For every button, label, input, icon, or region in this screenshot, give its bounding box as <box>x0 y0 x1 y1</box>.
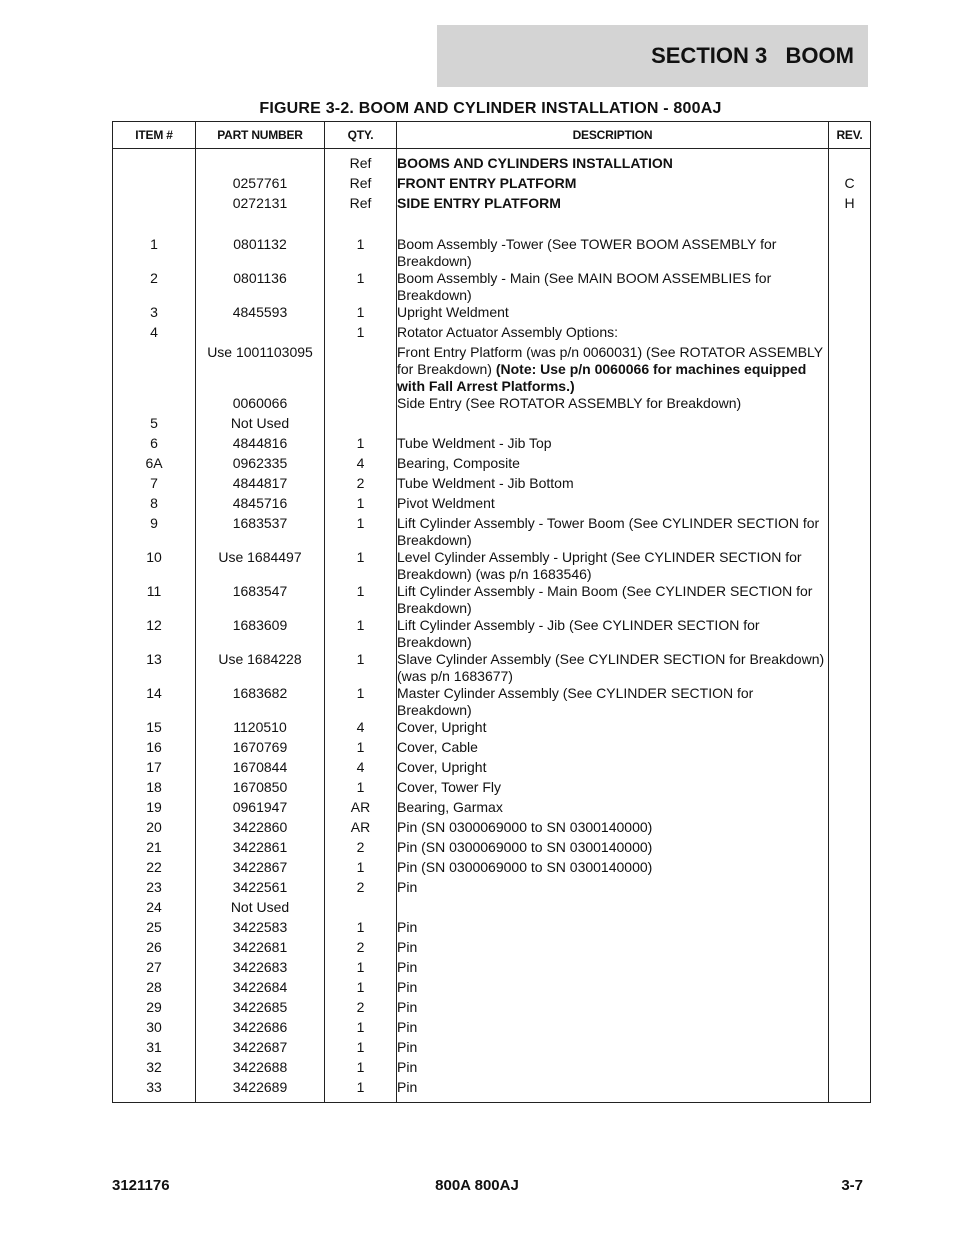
description-cell <box>397 475 829 495</box>
item-number-cell: 21 <box>113 839 196 859</box>
part-number-cell: 3422867 <box>196 859 325 879</box>
qty-cell: 2 <box>325 999 397 1019</box>
description-cell <box>397 1079 829 1103</box>
item-number-cell: 26 <box>113 939 196 959</box>
rev-cell <box>829 979 871 999</box>
qty-cell: Ref <box>325 195 397 215</box>
part-number-cell: 0962335 <box>196 455 325 475</box>
rev-cell <box>829 779 871 799</box>
item-number-cell: 33 <box>113 1079 196 1103</box>
qty-cell: 1 <box>325 1039 397 1059</box>
rev-cell <box>829 617 871 651</box>
part-number-cell: 3422860 <box>196 819 325 839</box>
description-text: FRONT ENTRY PLATFORM <box>397 175 577 191</box>
description-cell <box>397 304 829 324</box>
description-text: Level Cylinder Assembly - Upright (See CYLINDER SECTION for Breakdown) (was p/n 1683546) <box>397 549 802 582</box>
table-row <box>113 617 871 651</box>
rev-cell <box>829 270 871 304</box>
part-number-cell: 1683537 <box>196 515 325 549</box>
qty-cell: 1 <box>325 979 397 999</box>
table-row <box>113 759 871 779</box>
description-cell <box>397 1019 829 1039</box>
table-row <box>113 879 871 899</box>
item-number-cell: 1 <box>113 236 196 270</box>
qty-cell: 1 <box>325 739 397 759</box>
description-text: Rotator Actuator Assembly Options: <box>397 324 618 340</box>
rev-cell <box>829 415 871 435</box>
qty-cell: 2 <box>325 939 397 959</box>
table-row <box>113 779 871 799</box>
item-number-cell <box>113 195 196 215</box>
description-cell <box>397 1059 829 1079</box>
description-cell <box>397 455 829 475</box>
part-number-cell: 4844817 <box>196 475 325 495</box>
rev-cell <box>829 475 871 495</box>
qty-cell: 1 <box>325 651 397 685</box>
item-number-cell: 17 <box>113 759 196 779</box>
description-cell <box>397 799 829 819</box>
table-row <box>113 1039 871 1059</box>
rev-cell <box>829 739 871 759</box>
description-cell <box>397 685 829 719</box>
spacer-cell <box>113 215 196 236</box>
section-header <box>437 25 868 87</box>
item-number-cell: 2 <box>113 270 196 304</box>
item-number-cell: 16 <box>113 739 196 759</box>
description-text: SIDE ENTRY PLATFORM <box>397 195 561 211</box>
description-cell <box>397 979 829 999</box>
table-row <box>113 1079 871 1103</box>
qty-cell: Ref <box>325 175 397 195</box>
table-row <box>113 959 871 979</box>
description-cell <box>397 779 829 799</box>
qty-cell: 2 <box>325 879 397 899</box>
footer-page-number: 3-7 <box>841 1177 863 1194</box>
part-number-cell: 1683547 <box>196 583 325 617</box>
description-cell <box>397 583 829 617</box>
description-text: Tube Weldment - Jib Top <box>397 435 552 451</box>
part-number-cell: Not Used <box>196 899 325 919</box>
table-row <box>113 344 871 395</box>
description-cell <box>397 195 829 215</box>
description-cell <box>397 515 829 549</box>
item-number-cell: 20 <box>113 819 196 839</box>
rev-cell <box>829 999 871 1019</box>
part-number-cell: Use 1684228 <box>196 651 325 685</box>
item-number-cell: 19 <box>113 799 196 819</box>
description-text: Pin (SN 0300069000 to SN 0300140000) <box>397 839 653 855</box>
item-number-cell: 29 <box>113 999 196 1019</box>
spacer-row <box>113 215 871 236</box>
item-number-cell: 24 <box>113 899 196 919</box>
description-cell <box>397 324 829 344</box>
table-row <box>113 435 871 455</box>
description-cell <box>397 839 829 859</box>
item-number-cell: 13 <box>113 651 196 685</box>
item-number-cell <box>113 175 196 195</box>
description-text: Pin <box>397 919 418 935</box>
item-number-cell: 9 <box>113 515 196 549</box>
table-row <box>113 475 871 495</box>
description-text: Front Entry Platform (was p/n 0060031) (See ROTATOR ASSEMBLY for Breakdown) <box>397 344 823 377</box>
table-row <box>113 859 871 879</box>
part-number-cell: 1683609 <box>196 617 325 651</box>
item-number-cell: 8 <box>113 495 196 515</box>
qty-cell: 1 <box>325 617 397 651</box>
rev-cell <box>829 304 871 324</box>
figure-title: FIGURE 3-2. BOOM AND CYLINDER INSTALLATION - 800AJ <box>259 100 722 117</box>
qty-cell: 1 <box>325 304 397 324</box>
section-title: SECTION 3 BOOM <box>651 43 854 68</box>
description-text: Slave Cylinder Assembly (See CYLINDER SECTION for Breakdown) (was p/n 1683677) <box>397 651 825 684</box>
description-cell <box>397 959 829 979</box>
rev-cell <box>829 395 871 415</box>
item-number-cell: 6 <box>113 435 196 455</box>
column-header-part-number: PART NUMBER <box>196 122 325 149</box>
parts-table <box>112 121 871 1103</box>
part-number-cell: 1683682 <box>196 685 325 719</box>
table-row <box>113 819 871 839</box>
description-text: Pin <box>397 959 418 975</box>
item-number-cell <box>113 344 196 395</box>
description-text: Lift Cylinder Assembly - Tower Boom (See CYLINDER SECTION for Breakdown) <box>397 515 820 548</box>
table-row <box>113 999 871 1019</box>
description-cell <box>397 939 829 959</box>
qty-cell: 1 <box>325 919 397 939</box>
item-number-cell: 22 <box>113 859 196 879</box>
description-text: BOOMS AND CYLINDERS INSTALLATION <box>397 155 673 171</box>
table-row <box>113 549 871 583</box>
qty-cell: 1 <box>325 1079 397 1103</box>
spacer-cell <box>397 215 829 236</box>
item-number-cell <box>113 395 196 415</box>
part-number-cell: 1670769 <box>196 739 325 759</box>
description-cell <box>397 739 829 759</box>
table-row <box>113 839 871 859</box>
description-text: Pin <box>397 939 418 955</box>
item-number-cell: 7 <box>113 475 196 495</box>
rev-cell <box>829 455 871 475</box>
item-number-cell: 18 <box>113 779 196 799</box>
item-number-cell: 15 <box>113 719 196 739</box>
item-number-cell: 3 <box>113 304 196 324</box>
part-number-cell: 3422686 <box>196 1019 325 1039</box>
qty-cell: 2 <box>325 475 397 495</box>
description-text: Cover, Tower Fly <box>397 779 501 795</box>
description-text: Tube Weldment - Jib Bottom <box>397 475 574 491</box>
description-text: Cover, Cable <box>397 739 478 755</box>
table-row <box>113 651 871 685</box>
qty-cell: 1 <box>325 515 397 549</box>
qty-cell: 1 <box>325 549 397 583</box>
description-cell <box>397 899 829 919</box>
table-row <box>113 1059 871 1079</box>
description-cell <box>397 395 829 415</box>
description-text: Bearing, Garmax <box>397 799 503 815</box>
description-cell <box>397 1039 829 1059</box>
description-cell <box>397 344 829 395</box>
description-cell <box>397 879 829 899</box>
table-row <box>113 979 871 999</box>
part-number-cell: 1120510 <box>196 719 325 739</box>
description-cell <box>397 236 829 270</box>
description-cell <box>397 175 829 195</box>
table-row <box>113 395 871 415</box>
part-number-cell: 4844816 <box>196 435 325 455</box>
rev-cell <box>829 759 871 779</box>
rev-cell <box>829 1019 871 1039</box>
qty-cell <box>325 344 397 395</box>
rev-cell <box>829 819 871 839</box>
description-cell <box>397 149 829 176</box>
description-text: Pin (SN 0300069000 to SN 0300140000) <box>397 859 653 875</box>
part-number-cell: 0060066 <box>196 395 325 415</box>
description-text: Cover, Upright <box>397 719 487 735</box>
qty-cell <box>325 899 397 919</box>
item-number-cell: 5 <box>113 415 196 435</box>
rev-cell <box>829 149 871 176</box>
rev-cell <box>829 324 871 344</box>
description-text: Pin <box>397 999 418 1015</box>
part-number-cell: 3422681 <box>196 939 325 959</box>
column-header-item: ITEM # <box>113 122 196 149</box>
part-number-cell: 3422683 <box>196 959 325 979</box>
spacer-cell <box>325 215 397 236</box>
table-row <box>113 236 871 270</box>
description-cell <box>397 435 829 455</box>
rev-cell <box>829 1059 871 1079</box>
description-text: Side Entry (See ROTATOR ASSEMBLY for Breakdown) <box>397 395 742 411</box>
qty-cell: 1 <box>325 779 397 799</box>
rev-cell <box>829 919 871 939</box>
table-row <box>113 899 871 919</box>
item-number-cell: 23 <box>113 879 196 899</box>
part-number-cell: Use 1001103095 <box>196 344 325 395</box>
qty-cell: 1 <box>325 495 397 515</box>
description-cell <box>397 819 829 839</box>
description-cell <box>397 999 829 1019</box>
rev-cell <box>829 549 871 583</box>
rev-cell <box>829 799 871 819</box>
part-number-cell: 3422583 <box>196 919 325 939</box>
description-text: Bearing, Composite <box>397 455 520 471</box>
parts-table-body <box>113 149 871 1103</box>
table-row <box>113 799 871 819</box>
table-row <box>113 919 871 939</box>
qty-cell: 1 <box>325 324 397 344</box>
footer-model: 800A 800AJ <box>435 1177 519 1194</box>
part-number-cell: Not Used <box>196 415 325 435</box>
rev-cell <box>829 344 871 395</box>
rev-cell <box>829 879 871 899</box>
description-cell <box>397 651 829 685</box>
part-number-cell <box>196 324 325 344</box>
part-number-cell: 0961947 <box>196 799 325 819</box>
rev-cell <box>829 515 871 549</box>
part-number-cell <box>196 149 325 176</box>
rev-cell <box>829 495 871 515</box>
rev-cell <box>829 685 871 719</box>
part-number-cell: 4845593 <box>196 304 325 324</box>
qty-cell: 1 <box>325 583 397 617</box>
rev-cell <box>829 583 871 617</box>
qty-cell: 1 <box>325 959 397 979</box>
column-header-rev: REV. <box>829 122 871 149</box>
qty-cell: AR <box>325 799 397 819</box>
table-row <box>113 195 871 215</box>
table-row <box>113 149 871 176</box>
qty-cell: 1 <box>325 236 397 270</box>
part-number-cell: 1670850 <box>196 779 325 799</box>
column-header-qty: QTY. <box>325 122 397 149</box>
item-number-cell <box>113 149 196 176</box>
part-number-cell: 0801136 <box>196 270 325 304</box>
qty-cell: 1 <box>325 685 397 719</box>
table-row <box>113 270 871 304</box>
description-text: Pin <box>397 979 418 995</box>
description-text: Master Cylinder Assembly (See CYLINDER SECTION for Breakdown) <box>397 685 754 718</box>
item-number-cell: 10 <box>113 549 196 583</box>
description-cell <box>397 759 829 779</box>
description-text: Pin <box>397 1079 418 1095</box>
qty-cell <box>325 415 397 435</box>
rev-cell <box>829 899 871 919</box>
description-text: Cover, Upright <box>397 759 487 775</box>
description-text: Pin <box>397 1039 418 1055</box>
table-row <box>113 739 871 759</box>
description-cell <box>397 919 829 939</box>
table-row <box>113 304 871 324</box>
rev-cell: H <box>829 195 871 215</box>
qty-cell: 1 <box>325 270 397 304</box>
spacer-cell <box>196 215 325 236</box>
part-number-cell: 3422688 <box>196 1059 325 1079</box>
qty-cell: 1 <box>325 859 397 879</box>
qty-cell: Ref <box>325 149 397 176</box>
item-number-cell: 25 <box>113 919 196 939</box>
description-cell <box>397 415 829 435</box>
qty-cell: 1 <box>325 1059 397 1079</box>
part-number-cell: 3422689 <box>196 1079 325 1103</box>
description-cell <box>397 270 829 304</box>
table-row <box>113 515 871 549</box>
part-number-cell: 3422684 <box>196 979 325 999</box>
description-cell <box>397 617 829 651</box>
item-number-cell: 11 <box>113 583 196 617</box>
item-number-cell: 32 <box>113 1059 196 1079</box>
table-row <box>113 939 871 959</box>
item-number-cell: 14 <box>113 685 196 719</box>
rev-cell <box>829 939 871 959</box>
description-text: Pin <box>397 879 418 895</box>
item-number-cell: 12 <box>113 617 196 651</box>
qty-cell: 4 <box>325 455 397 475</box>
table-row <box>113 583 871 617</box>
table-row <box>113 415 871 435</box>
part-number-cell: 3422685 <box>196 999 325 1019</box>
description-text: Pin <box>397 1059 418 1075</box>
column-header-description: DESCRIPTION <box>397 122 829 149</box>
part-number-cell: 3422561 <box>196 879 325 899</box>
description-text: Boom Assembly - Main (See MAIN BOOM ASSEMBLIES for Breakdown) <box>397 270 772 303</box>
qty-cell: 1 <box>325 1019 397 1039</box>
rev-cell <box>829 435 871 455</box>
part-number-cell: 0257761 <box>196 175 325 195</box>
description-text: Pin (SN 0300069000 to SN 0300140000) <box>397 819 653 835</box>
qty-cell: 2 <box>325 839 397 859</box>
part-number-cell: 0801132 <box>196 236 325 270</box>
table-row <box>113 685 871 719</box>
description-text: Upright Weldment <box>397 304 509 320</box>
part-number-cell: 3422687 <box>196 1039 325 1059</box>
description-cell <box>397 719 829 739</box>
item-number-cell: 6A <box>113 455 196 475</box>
description-text: Lift Cylinder Assembly - Jib (See CYLINDER SECTION for Breakdown) <box>397 617 760 650</box>
rev-cell <box>829 839 871 859</box>
part-number-cell: 0272131 <box>196 195 325 215</box>
item-number-cell: 27 <box>113 959 196 979</box>
description-text: Pivot Weldment <box>397 495 495 511</box>
description-text: Boom Assembly -Tower (See TOWER BOOM ASSEMBLY for Breakdown) <box>397 236 777 269</box>
part-number-cell: 4845716 <box>196 495 325 515</box>
item-number-cell: 31 <box>113 1039 196 1059</box>
description-cell <box>397 495 829 515</box>
part-number-cell: 1670844 <box>196 759 325 779</box>
table-row <box>113 495 871 515</box>
rev-cell <box>829 719 871 739</box>
rev-cell: C <box>829 175 871 195</box>
table-row <box>113 719 871 739</box>
qty-cell: 1 <box>325 435 397 455</box>
rev-cell <box>829 236 871 270</box>
table-row <box>113 175 871 195</box>
rev-cell <box>829 1079 871 1103</box>
table-row <box>113 1019 871 1039</box>
table-row <box>113 455 871 475</box>
part-number-cell: 3422861 <box>196 839 325 859</box>
item-number-cell: 4 <box>113 324 196 344</box>
qty-cell <box>325 395 397 415</box>
item-number-cell: 30 <box>113 1019 196 1039</box>
description-note: (Note: Use p/n 0060066 for machines equipped with Fall Arrest Platforms.) <box>397 361 807 394</box>
description-text: Pin <box>397 1019 418 1035</box>
rev-cell <box>829 959 871 979</box>
qty-cell: 4 <box>325 719 397 739</box>
description-text: Lift Cylinder Assembly - Main Boom (See CYLINDER SECTION for Breakdown) <box>397 583 813 616</box>
spacer-cell <box>829 215 871 236</box>
description-cell <box>397 549 829 583</box>
table-row <box>113 324 871 344</box>
part-number-cell: Use 1684497 <box>196 549 325 583</box>
item-number-cell: 28 <box>113 979 196 999</box>
table-header-row <box>113 122 871 149</box>
qty-cell: 4 <box>325 759 397 779</box>
rev-cell <box>829 651 871 685</box>
footer-document-number: 3121176 <box>112 1177 170 1194</box>
rev-cell <box>829 1039 871 1059</box>
rev-cell <box>829 859 871 879</box>
qty-cell: AR <box>325 819 397 839</box>
description-cell <box>397 859 829 879</box>
